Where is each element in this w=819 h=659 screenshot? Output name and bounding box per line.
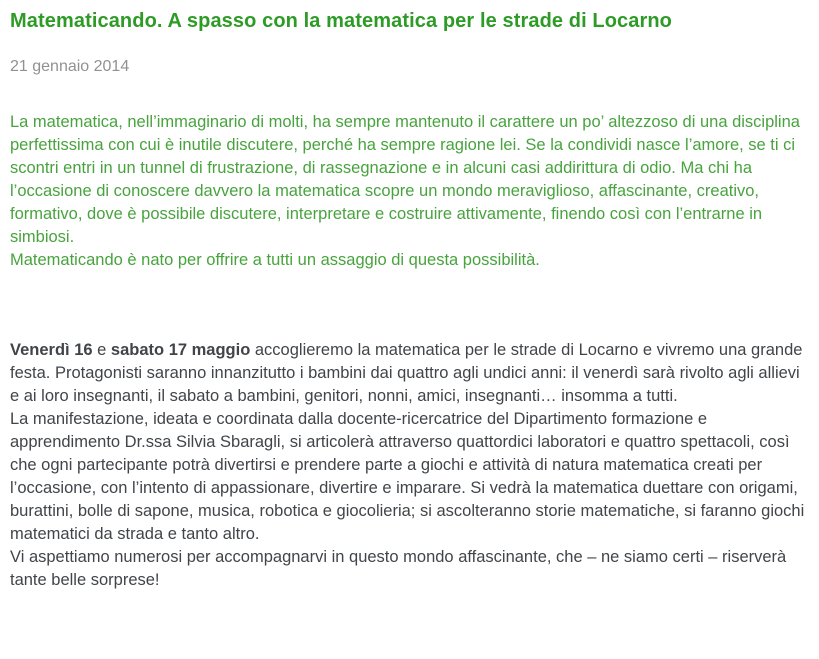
post-date: 21 gennaio 2014 <box>10 58 130 75</box>
intro-text: La matematica, nell’immaginario di molti, ha sempre mantenuto il carattere un po’ altezzoso di una disciplina perfettissima con cui è inutile discutere, perché ha sempre ragione lei. Se la condividi nasce l’amore, se ti ci scontri entri in un tunnel di frustrazione, di rassegnazione e in alcuni casi addirittura di odio. Ma chi ha l’occasione di conoscere davvero la matematica scopre un mondo meraviglioso, affascinante, creativo, formativo, dove è possibile discutere, interpretare e costruire attivamente, finendo così con l’entrarne in simbiosi. <box>10 113 800 246</box>
page-title: Matematicando. A spasso con la matematica per le strade di Locarno <box>10 10 672 32</box>
body-paragraph <box>10 339 807 592</box>
intro-paragraph <box>10 111 807 272</box>
intro-closing-line: Matematicando è nato per offrire a tutti un assaggio di questa possibilità. <box>10 251 540 269</box>
closing-invitation-sentence: Vi aspettiamo numerosi per accompagnarvi in questo mondo affascinante, che – ne siamo certi – riserverà tante belle sorprese! <box>10 548 787 589</box>
event-dates-sentence: Venerdì 16 e sabato 17 maggio accoglieremo la matematica per le strade di Locarno e vivremo una grande festa. Protagonisti saranno innanzitutto i bambini dai quattro agli undici anni: il venerdì sarà rivolto agli allievi e ai loro insegnanti, il sabato a bambini, genitori, nonni, amici, insegnanti… insomma a tutti. <box>10 341 803 405</box>
event-description-sentence: La manifestazione, ideata e coordinata dalla docente-ricercatrice del Dipartimento formazione e apprendimento Dr.ssa Silvia Sbaragli, si articolerà attraverso quattordici laboratori e quattro spettacoli, così che ogni partecipante potrà divertirsi e prendere parte a giochi e attività di natura matematica creati per l’occasione, con l’intento di appassionare, divertire e imparare. Si vedrà la matematica duettare con origami, burattini, bolle di sapone, musica, robotica e giocolieria; si ascolteranno storie matematiche, si faranno giochi matematici da strada e tanto altro. <box>10 410 805 543</box>
